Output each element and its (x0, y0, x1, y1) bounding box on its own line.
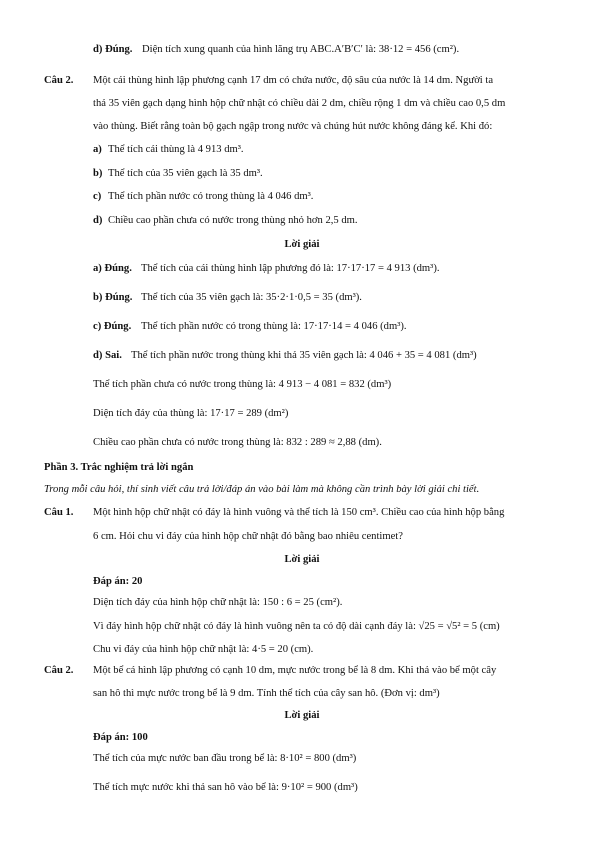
statement-d-solution: Diện tích xung quanh của hình lăng trụ ABC.A′B′C′ là: 38·12 = 456 (cm²). (142, 44, 460, 55)
q2-step-2: Thể tích mực nước khi thả san hô vào bể là: 9·10² = 900 (dm³) (93, 782, 358, 793)
statement-b: Thể tích của 35 viên gạch là 35 dm³. (108, 168, 263, 179)
statement-c-label: c) (93, 191, 102, 202)
answer-c-verdict: c) Đúng. (93, 321, 132, 332)
question-2-number: Câu 2. (44, 75, 74, 86)
question-2-text-line-3: vào thùng. Biết rằng toàn bộ gạch ngập trong nước và chúng hút nước không đáng kể. Khi đó: (93, 121, 493, 132)
answer-q2: Đáp án: 100 (93, 732, 148, 743)
answer-b: Thể tích của 35 viên gạch là: 35·2·1·0,5 = 35 (dm³). (141, 292, 362, 303)
question-2-text-line-2: thả 35 viên gạch dạng hình hộp chữ nhật có chiều dài 2 dm, chiều rộng 1 dm và chiều cao 0,5 dm (93, 98, 506, 109)
question-2b-text-line-1: Một bể cá hình lập phương có cạnh 10 dm, mực nước trong bể là 8 dm. Khi thả vào bể một cây (93, 665, 497, 676)
answer-q1: Đáp án: 20 (93, 576, 143, 587)
part-3-instructions: Trong mỗi câu hỏi, thí sinh viết câu trả lời/đáp án vào bài làm mà không cần trình bày lời giải chi tiết. (44, 484, 480, 495)
q1-step-1: Diện tích đáy của hình hộp chữ nhật là: 150 : 6 = 25 (cm²). (93, 597, 343, 608)
statement-b-label: b) (93, 168, 103, 179)
answer-d: Thể tích phần nước trong thùng khi thả 35 viên gạch là: 4 046 + 35 = 4 081 (dm³) (131, 350, 477, 361)
solution-heading-q2: Lời giải (284, 710, 320, 721)
question-2b-number: Câu 2. (44, 665, 74, 676)
solution-heading-q1: Lời giải (284, 554, 320, 565)
answer-d-step-2: Thể tích phần chưa có nước trong thùng là: 4 913 − 4 081 = 832 (dm³) (93, 379, 392, 390)
statement-a-label: a) (93, 144, 102, 155)
question-2b-text-line-2: san hô thì mực nước trong bể là 9 dm. Tính thể tích của cây san hô. (Đơn vị: dm³) (93, 688, 440, 699)
question-1-text-line-1: Một hình hộp chữ nhật có đáy là hình vuông và thể tích là 150 cm³. Chiều cao của hình hộp bằng (93, 507, 505, 518)
statement-a: Thể tích cái thùng là 4 913 dm³. (108, 144, 244, 155)
statement-c: Thể tích phần nước có trong thùng là 4 046 dm³. (108, 191, 314, 202)
statement-d-verdict: d) Đúng. (93, 44, 133, 55)
q2-step-1: Thể tích của mực nước ban đầu trong bể là: 8·10² = 800 (dm³) (93, 753, 357, 764)
statement-d-label: d) (93, 215, 103, 226)
q1-step-3: Chu vi đáy của hình hộp chữ nhật là: 4·5 = 20 (cm). (93, 644, 314, 655)
question-1-number: Câu 1. (44, 507, 74, 518)
answer-d-step-3: Diện tích đáy của thùng là: 17·17 = 289 (dm²) (93, 408, 289, 419)
answer-b-verdict: b) Đúng. (93, 292, 133, 303)
part-3-heading: Phần 3. Trắc nghiệm trả lời ngắn (44, 462, 194, 473)
answer-c: Thể tích phần nước có trong thùng là: 17·17·14 = 4 046 (dm³). (141, 321, 407, 332)
statement-d: Chiều cao phần chưa có nước trong thùng nhỏ hơn 2,5 dm. (108, 215, 358, 226)
answer-d-step-4: Chiều cao phần chưa có nước trong thùng là: 832 : 289 ≈ 2,88 (dm). (93, 437, 382, 448)
answer-a: Thể tích của cái thùng hình lập phương đó là: 17·17·17 = 4 913 (dm³). (141, 263, 440, 274)
q1-step-2: Vì đáy hình hộp chữ nhật có đáy là hình vuông nên ta có độ dài cạnh đáy là: √25 = √5² = 5 (cm) (93, 621, 500, 632)
answer-a-verdict: a) Đúng. (93, 263, 132, 274)
answer-d-verdict: d) Sai. (93, 350, 122, 361)
question-2-text-line-1: Một cái thùng hình lập phương cạnh 17 dm có chứa nước, độ sâu của nước là 14 dm. Người ta (93, 75, 494, 86)
solution-heading: Lời giải (284, 239, 320, 250)
question-1-text-line-2: 6 cm. Hỏi chu vi đáy của hình hộp chữ nhật đó bằng bao nhiêu centimet? (93, 531, 403, 542)
